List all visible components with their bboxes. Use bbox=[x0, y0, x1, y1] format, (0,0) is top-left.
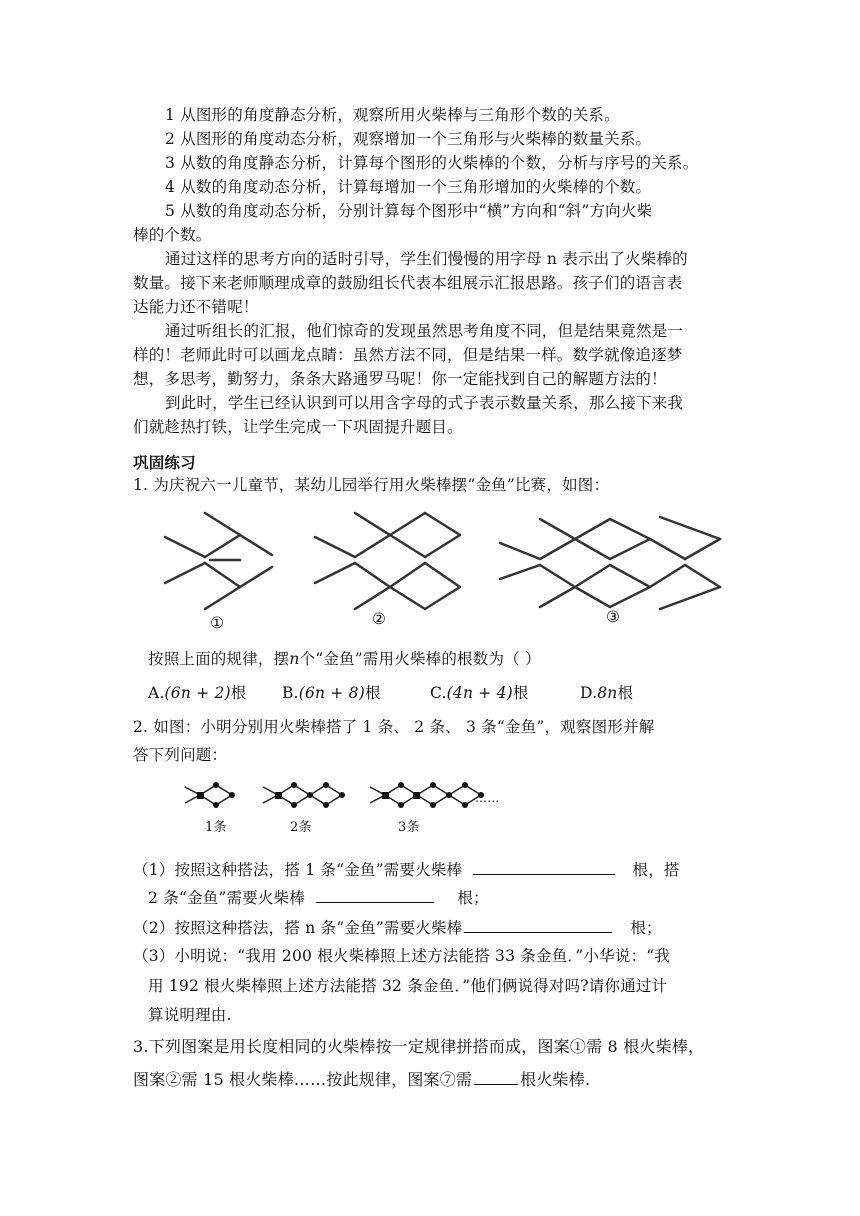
analysis-item-4: 4 从数的角度动态分析，计算每增加一个三角形增加的火柴棒的个数。 bbox=[165, 178, 652, 196]
option-c-letter: C. bbox=[430, 684, 447, 702]
q1-prompt bbox=[148, 648, 541, 670]
q2-answer-blank-2[interactable] bbox=[316, 886, 434, 903]
section-title: 巩固练习 bbox=[133, 453, 196, 472]
q2-part-1-text: （1）按照这种搭法，搭 1 条“金鱼”需要火柴棒 bbox=[133, 861, 463, 879]
q1-fig-label-2: ② bbox=[372, 610, 387, 628]
goldfish-2-image bbox=[315, 513, 460, 609]
q1-stem: 1. 为庆祝六一儿童节，某幼儿园举行用火柴棒摆“金鱼”比赛，如图： bbox=[133, 476, 610, 494]
analysis-item-5-cont: 棒的个数。 bbox=[133, 226, 212, 244]
q2-fish-2-image bbox=[263, 785, 342, 805]
q2-stem-line-2: 答下列问题： bbox=[133, 746, 228, 764]
goldfish-1-image bbox=[165, 513, 272, 609]
option-a-letter: A. bbox=[148, 684, 165, 702]
option-d-letter: D. bbox=[580, 684, 598, 702]
q2-part-2-text: （2）按照这种搭法，搭 n 条“金鱼”需要火柴棒 bbox=[133, 919, 463, 937]
q2-fig-label-2: 2条 bbox=[290, 820, 312, 835]
paragraph-3-line-1: 到此时，学生已经认识到可以用含字母的式子表示数量关系，那么接下来我 bbox=[165, 394, 684, 412]
q2-goldfish-figure bbox=[180, 775, 510, 820]
paragraph-1-line-2: 数量。接下来老师顺理成章的鼓励组长代表本组展示汇报思路。孩子们的语言表 bbox=[133, 274, 683, 292]
paragraph-1-line-3: 达能力还不错呢！ bbox=[133, 298, 259, 316]
option-d-expr: 8n bbox=[597, 684, 618, 702]
q2-part-3-line-3: 算说明理由. bbox=[148, 1006, 232, 1024]
option-c-expr: (4n + 4) bbox=[446, 684, 513, 702]
q1-option-d bbox=[580, 682, 633, 704]
q2-fig-label-1: 1条 bbox=[205, 820, 227, 835]
q2-part-2-tail: 根； bbox=[630, 919, 662, 937]
q3-line-2-text: 图案②需 15 根火柴棒……按此规律，图案⑦需 bbox=[133, 1070, 473, 1089]
q2-part-1b-text: 2 条“金鱼”需要火柴棒 bbox=[148, 889, 306, 907]
q1-prompt-pre: 按照上面的规律，摆 bbox=[148, 650, 290, 668]
q1-prompt-post: 个“金鱼”需用火柴棒的根数为（ ） bbox=[299, 650, 541, 668]
option-b-letter: B. bbox=[282, 684, 299, 702]
q3-line-1: 3.下列图案是用长度相同的火柴棒按一定规律拼搭而成，图案①需 8 根火柴棒， bbox=[133, 1037, 705, 1056]
option-a-expr: (6n + 2) bbox=[164, 684, 231, 702]
q1-fig-label-1: ① bbox=[210, 614, 225, 632]
paragraph-1-line-1: 通过这样的思考方向的适时引导，学生们慢慢的用字母 n 表示出了火柴棒的 bbox=[165, 250, 688, 268]
paragraph-3-line-2: 们就趁热打铁，让学生完成一下巩固提升题目。 bbox=[133, 418, 463, 436]
q3-line-2 bbox=[133, 1068, 590, 1091]
option-b-unit: 根 bbox=[364, 684, 381, 702]
paragraph-2-line-3: 想，多思考，勤努力，条条大路通罗马呢！你一定能找到自己的解题方法的！ bbox=[133, 370, 667, 388]
q1-option-a bbox=[148, 682, 246, 704]
option-d-unit: 根 bbox=[617, 684, 634, 702]
q2-part-1-tail: 根，搭 bbox=[632, 861, 680, 879]
q1-option-c bbox=[430, 682, 529, 704]
paragraph-2-line-1: 通过听组长的汇报，他们惊奇的发现虽然思考角度不同，但是结果竟然是一 bbox=[165, 322, 684, 340]
q2-figure-ellipsis: …… bbox=[475, 791, 500, 805]
q2-part-2 bbox=[133, 916, 662, 939]
analysis-item-2: 2 从图形的角度动态分析，观察增加一个三角形与火柴棒的数量关系。 bbox=[165, 130, 652, 148]
q2-part-3-line-1: （3）小明说：“我用 200 根火柴棒照上述方法能搭 33 条金鱼．”小华说：“我 bbox=[133, 947, 671, 965]
paragraph-2-line-2: 样的！老师此时可以画龙点睛：虽然方法不同，但是结果一样。数学就像追逐梦 bbox=[133, 346, 683, 364]
analysis-item-5: 5 从数的角度动态分析，分别计算每个图形中“横”方向和“斜”方向火柴 bbox=[165, 202, 653, 220]
q2-answer-blank-3[interactable] bbox=[464, 916, 612, 933]
q3-answer-blank[interactable] bbox=[474, 1068, 518, 1085]
q2-fish-1-image bbox=[185, 785, 232, 805]
q2-part-1-line-1 bbox=[133, 858, 680, 881]
option-a-unit: 根 bbox=[230, 684, 247, 702]
q1-fig-label-3: ③ bbox=[606, 608, 621, 626]
q2-part-1b-tail: 根； bbox=[457, 889, 489, 907]
q1-prompt-var: n bbox=[289, 650, 300, 668]
option-b-expr: (6n + 8) bbox=[298, 684, 365, 702]
analysis-item-1: 1 从图形的角度静态分析，观察所用火柴棒与三角形个数的关系。 bbox=[165, 106, 620, 124]
goldfish-3-image bbox=[500, 517, 720, 609]
analysis-item-3: 3 从数的角度静态分析，计算每个图形的火柴棒的个数，分析与序号的关系。 bbox=[165, 154, 699, 172]
q1-goldfish-figure bbox=[150, 505, 730, 635]
q2-part-3-line-2: 用 192 根火柴棒照上述方法能搭 32 条金鱼．”他们俩说得对吗?请你通过计 bbox=[148, 977, 668, 995]
q2-fig-label-3: 3条 bbox=[398, 820, 420, 835]
q2-answer-blank-1[interactable] bbox=[473, 858, 615, 875]
q2-part-1-line-2 bbox=[148, 886, 489, 909]
option-c-unit: 根 bbox=[512, 684, 529, 702]
q1-option-b bbox=[282, 682, 381, 704]
q2-stem-line-1: 2. 如图：小明分别用火柴棒搭了 1 条、 2 条、 3 条“金鱼”，观察图形并解 bbox=[133, 718, 655, 736]
q3-line-2-tail: 根火柴棒. bbox=[520, 1070, 591, 1089]
